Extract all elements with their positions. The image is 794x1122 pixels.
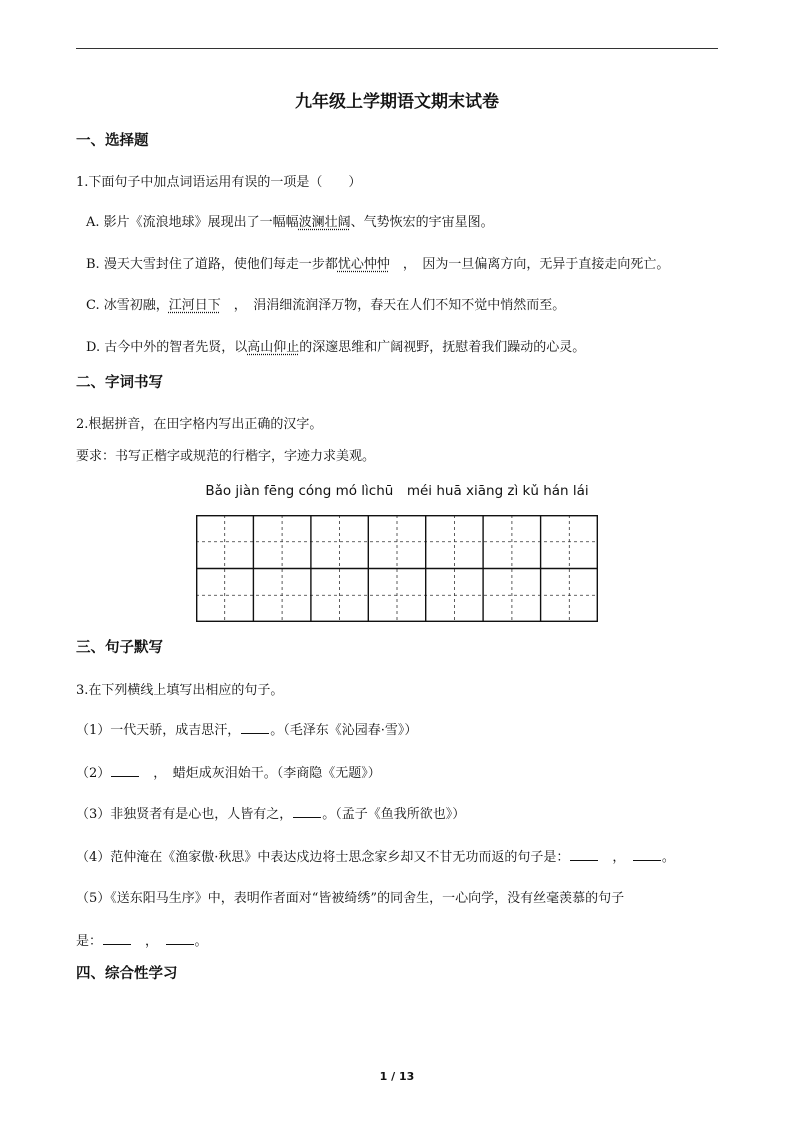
header-rule bbox=[76, 48, 718, 49]
dictation-item-3 bbox=[76, 803, 465, 822]
dictation-item-5-line2 bbox=[76, 930, 208, 949]
blank-1[interactable] bbox=[241, 720, 269, 734]
item-4-mid: ， bbox=[599, 850, 632, 865]
option-a-dotted-word: 波澜壮阔 bbox=[298, 215, 351, 230]
blank-5b[interactable] bbox=[166, 931, 194, 945]
dictation-item-1 bbox=[76, 719, 417, 738]
item-5-pre: 是： bbox=[76, 934, 103, 949]
blank-2[interactable] bbox=[111, 763, 139, 777]
blank-3[interactable] bbox=[293, 804, 321, 818]
item-2-pre: （2） bbox=[76, 766, 111, 781]
item-5-post: 。 bbox=[194, 934, 208, 949]
option-d-text-post: 的深邃思维和广阔视野，抚慰着我们躁动的心灵。 bbox=[299, 340, 586, 355]
question-2-requirement: 要求：书写正楷字或规范的行楷字，字迹力求美观。 bbox=[76, 449, 376, 464]
option-a-text-post: 、气势恢宏的宇宙星图。 bbox=[350, 215, 494, 230]
option-a-text-pre: A. 影片《流浪地球》展现出了一幅幅 bbox=[86, 215, 299, 230]
option-b-text-post: ， 因为一旦偏离方向，无异于直接走向死亡。 bbox=[389, 257, 670, 272]
option-c-dotted-word: 江河日下 bbox=[168, 298, 221, 313]
section-heading-writing: 二、字词书写 bbox=[76, 375, 163, 391]
option-d-text-pre: D. 古今中外的智者先贤，以 bbox=[86, 340, 248, 355]
question-1-stem: 1.下面句子中加点词语运用有误的一项是（ ） bbox=[76, 175, 362, 190]
dictation-item-2 bbox=[76, 762, 381, 781]
item-3-post: 。（孟子《鱼我所欲也》） bbox=[322, 807, 466, 822]
option-b[interactable] bbox=[86, 253, 669, 272]
section-heading-choice: 一、选择题 bbox=[76, 133, 149, 149]
option-d[interactable] bbox=[86, 336, 585, 355]
option-b-text-pre: B. 漫天大雪封住了道路，使他们每走一步都 bbox=[86, 257, 338, 272]
tianzige-grid[interactable] bbox=[196, 515, 598, 622]
item-3-pre: （3）非独贤者有是心也，人皆有之， bbox=[76, 807, 293, 822]
option-c-text-post: ， 涓涓细流润泽万物，春天在人们不知不觉中悄然而至。 bbox=[220, 298, 566, 313]
section-heading-comprehensive: 四、综合性学习 bbox=[76, 966, 178, 982]
dictation-item-4 bbox=[76, 846, 675, 865]
item-4-pre: （4）范仲淹在《渔家傲·秋思》中表达戍边将士思念家乡却又不甘无功而返的句子是： bbox=[76, 850, 570, 865]
item-2-post: ， 蜡炬成灰泪始干。（李商隐《无题》） bbox=[140, 766, 381, 781]
item-5-mid: ， bbox=[132, 934, 165, 949]
item-1-post: 。（毛泽东《沁园春·雪》） bbox=[270, 723, 418, 738]
blank-4b[interactable] bbox=[633, 847, 661, 861]
blank-4a[interactable] bbox=[570, 847, 598, 861]
option-c[interactable] bbox=[86, 294, 565, 313]
item-4-post: 。 bbox=[661, 850, 675, 865]
question-3-stem: 3.在下列横线上填写出相应的句子。 bbox=[76, 683, 284, 698]
item-1-pre: （1）一代天骄，成吉思汗， bbox=[76, 723, 241, 738]
section-heading-dictation: 三、句子默写 bbox=[76, 640, 163, 656]
question-2-stem: 2.根据拼音，在田字格内写出正确的汉字。 bbox=[76, 417, 323, 432]
option-d-dotted-word: 高山仰止 bbox=[247, 340, 300, 355]
pinyin-line: Bǎo jiàn fēng cóng mó lìchū méi huā xiāng zì kǔ hán lái bbox=[205, 483, 589, 499]
option-c-text-pre: C. 冰雪初融， bbox=[86, 298, 169, 313]
dictation-item-5-line1: （5）《送东阳马生序》中，表明作者面对“皆被绮绣”的同舍生，一心向学，没有丝毫羡慕的句子 bbox=[76, 891, 625, 906]
page-number: 1 / 13 bbox=[379, 1070, 415, 1083]
exam-title: 九年级上学期语文期末试卷 bbox=[295, 92, 499, 112]
option-b-dotted-word: 忧心忡忡 bbox=[337, 257, 390, 272]
blank-5a[interactable] bbox=[103, 931, 131, 945]
option-a[interactable] bbox=[86, 211, 494, 230]
